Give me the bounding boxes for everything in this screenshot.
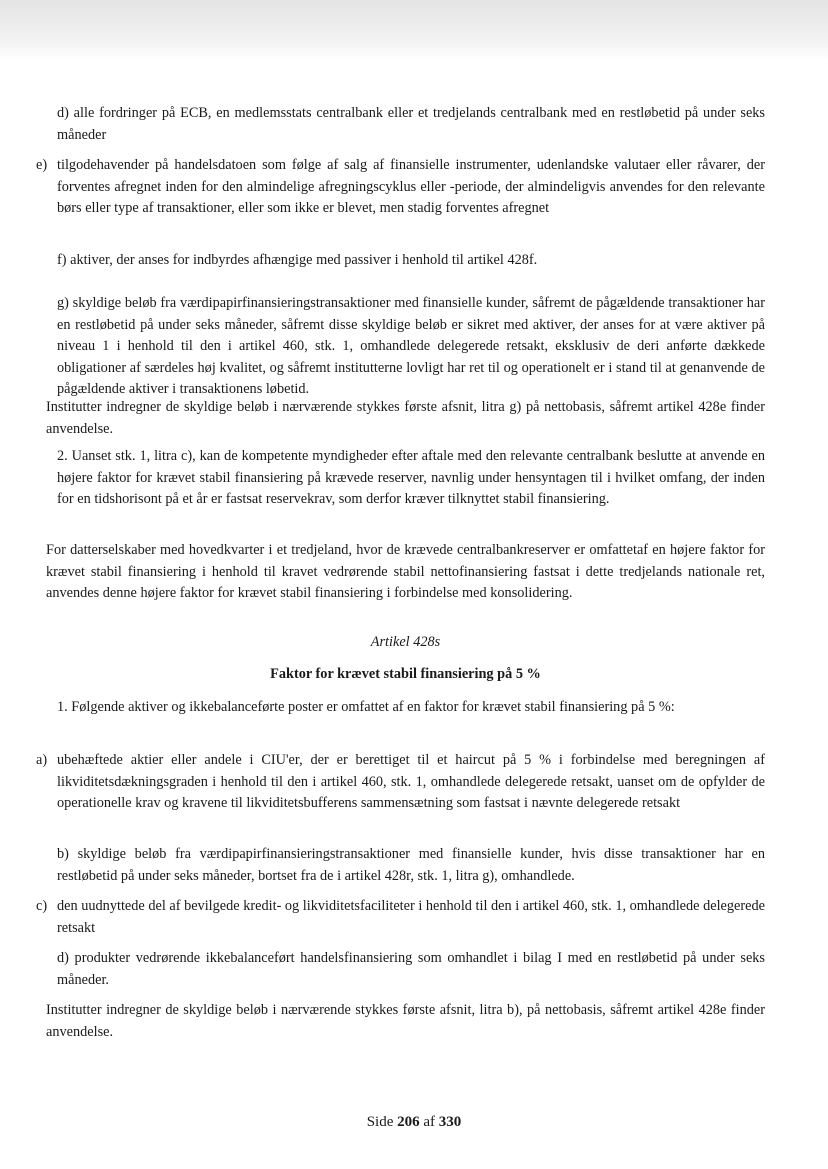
article-number: Artikel 428s (370, 634, 441, 650)
item-e-paragraph: tilgodehavender på handelsdatoen som følge af salg af finansielle instrumenter, udenlandske valutaer eller råvarer, der forventes afregnet inden for den almindelige afregningscyklus eller -periode, der almindeligvis anvendes for den relevante børs eller type af transaktioner, eller som ikke er blevet, men stadig forventes afregnet (57, 157, 765, 216)
item-e-label: e) (36, 157, 48, 173)
item-b-paragraph: b) skyldige beløb fra værdipapirfinansieringstransaktioner med finansielle kunder, hvis disse transaktioner har en restløbetid på under seks måneder, bortset fra de i artikel 428r, stk. 1, litra g), omhandlede. (57, 846, 765, 884)
item-d-paragraph: d) alle fordringer på ECB, en medlemsstats centralbank eller et tredjelands centralbank med en restløbetid på under seks måneder (57, 105, 765, 143)
item-a-paragraph: ubehæftede aktier eller andele i CIU'er, der er berettiget til et haircut på 5 % i forbindelse med beregningen af likviditetsdækningsgraden i henhold til den i artikel 460, stk. 1, omhandlede delegerede retsakt, uanset om de opfylder de operationelle krav og kravene til likviditetsbufferens sammensætning som fastsat i nævnte delegerede retsakt (57, 752, 765, 811)
item-a-label: a) (36, 752, 48, 768)
stk2-paragraph: 2. Uanset stk. 1, litra c), kan de kompetente myndigheder efter aftale med den relevante centralbank beslutte at anvende en højere faktor for krævet stabil finansiering på krævede reserver, navnlig under hensyntagen til i hvilket omfang, der inden for en tidshorisont på et år er fastsat reservekrav, som derfor kræver tilknyttet stabil finansiering. (57, 448, 765, 507)
item-d-product-paragraph: d) produkter vedrørende ikkebalanceført handelsfinansiering som omhandlet i bilag I med en restløbetid på under seks måneder. (57, 950, 765, 988)
footer-current-page: 206 (397, 1114, 420, 1130)
item-c-label: c) (36, 898, 48, 914)
page-footer (0, 1114, 828, 1131)
item-f-paragraph: f) aktiver, der anses for indbyrdes afhængige med passiver i henhold til artikel 428f. (57, 252, 538, 268)
footer-total-pages: 330 (438, 1114, 462, 1130)
article-title: Faktor for krævet stabil finansiering på 5 % (270, 666, 541, 682)
item-g-paragraph: g) skyldige beløb fra værdipapirfinansieringstransaktioner med finansielle kunder, såfremt de pågældende transaktioner har en restløbetid på under seks måneder, såfremt disse skyldige beløb er sikret med aktiver, der anses for at være aktiver på niveau 1 i henhold til den i artikel 460, stk. 1, omhandlede delegerede retsakt, eksklusiv de deri anførte dækkede obligationer af særdeles høj kvalitet, og såfremt institutterne lovligt har ret til og operationelt er i stand til at genanvende de pågældende aktiver i transaktionens løbetid. (57, 295, 765, 397)
netting-paragraph-1: Institutter indregner de skyldige beløb i nærværende stykkes første afsnit, litra g) på nettobasis, såfremt artikel 428e finder anvendelse. (46, 399, 765, 437)
subsidiaries-paragraph: For datterselskaber med hovedkvarter i et tredjeland, hvor de krævede centralbankreserver er omfattetaf en højere faktor for krævet stabil finansiering i henhold til kravet vedrørende stabil nettofinansiering fastsat i dette tredjelands nationale ret, anvendes denne højere faktor for krævet stabil finansiering i forbindelse med konsolidering. (46, 542, 765, 601)
item-c-paragraph: den uudnyttede del af bevilgede kredit- og likviditetsfaciliteter i henhold til den i artikel 460, stk. 1, omhandlede delegerede retsakt (57, 898, 765, 936)
article-intro: 1. Følgende aktiver og ikkebalanceførte poster er omfattet af en faktor for krævet stabil finansiering på 5 %: (57, 699, 675, 715)
netting-paragraph-2: Institutter indregner de skyldige beløb i nærværende stykkes første afsnit, litra b), på nettobasis, såfremt artikel 428e finder anvendelse. (46, 1002, 765, 1040)
footer-middle: af (419, 1114, 439, 1130)
footer-prefix: Side (366, 1114, 398, 1130)
